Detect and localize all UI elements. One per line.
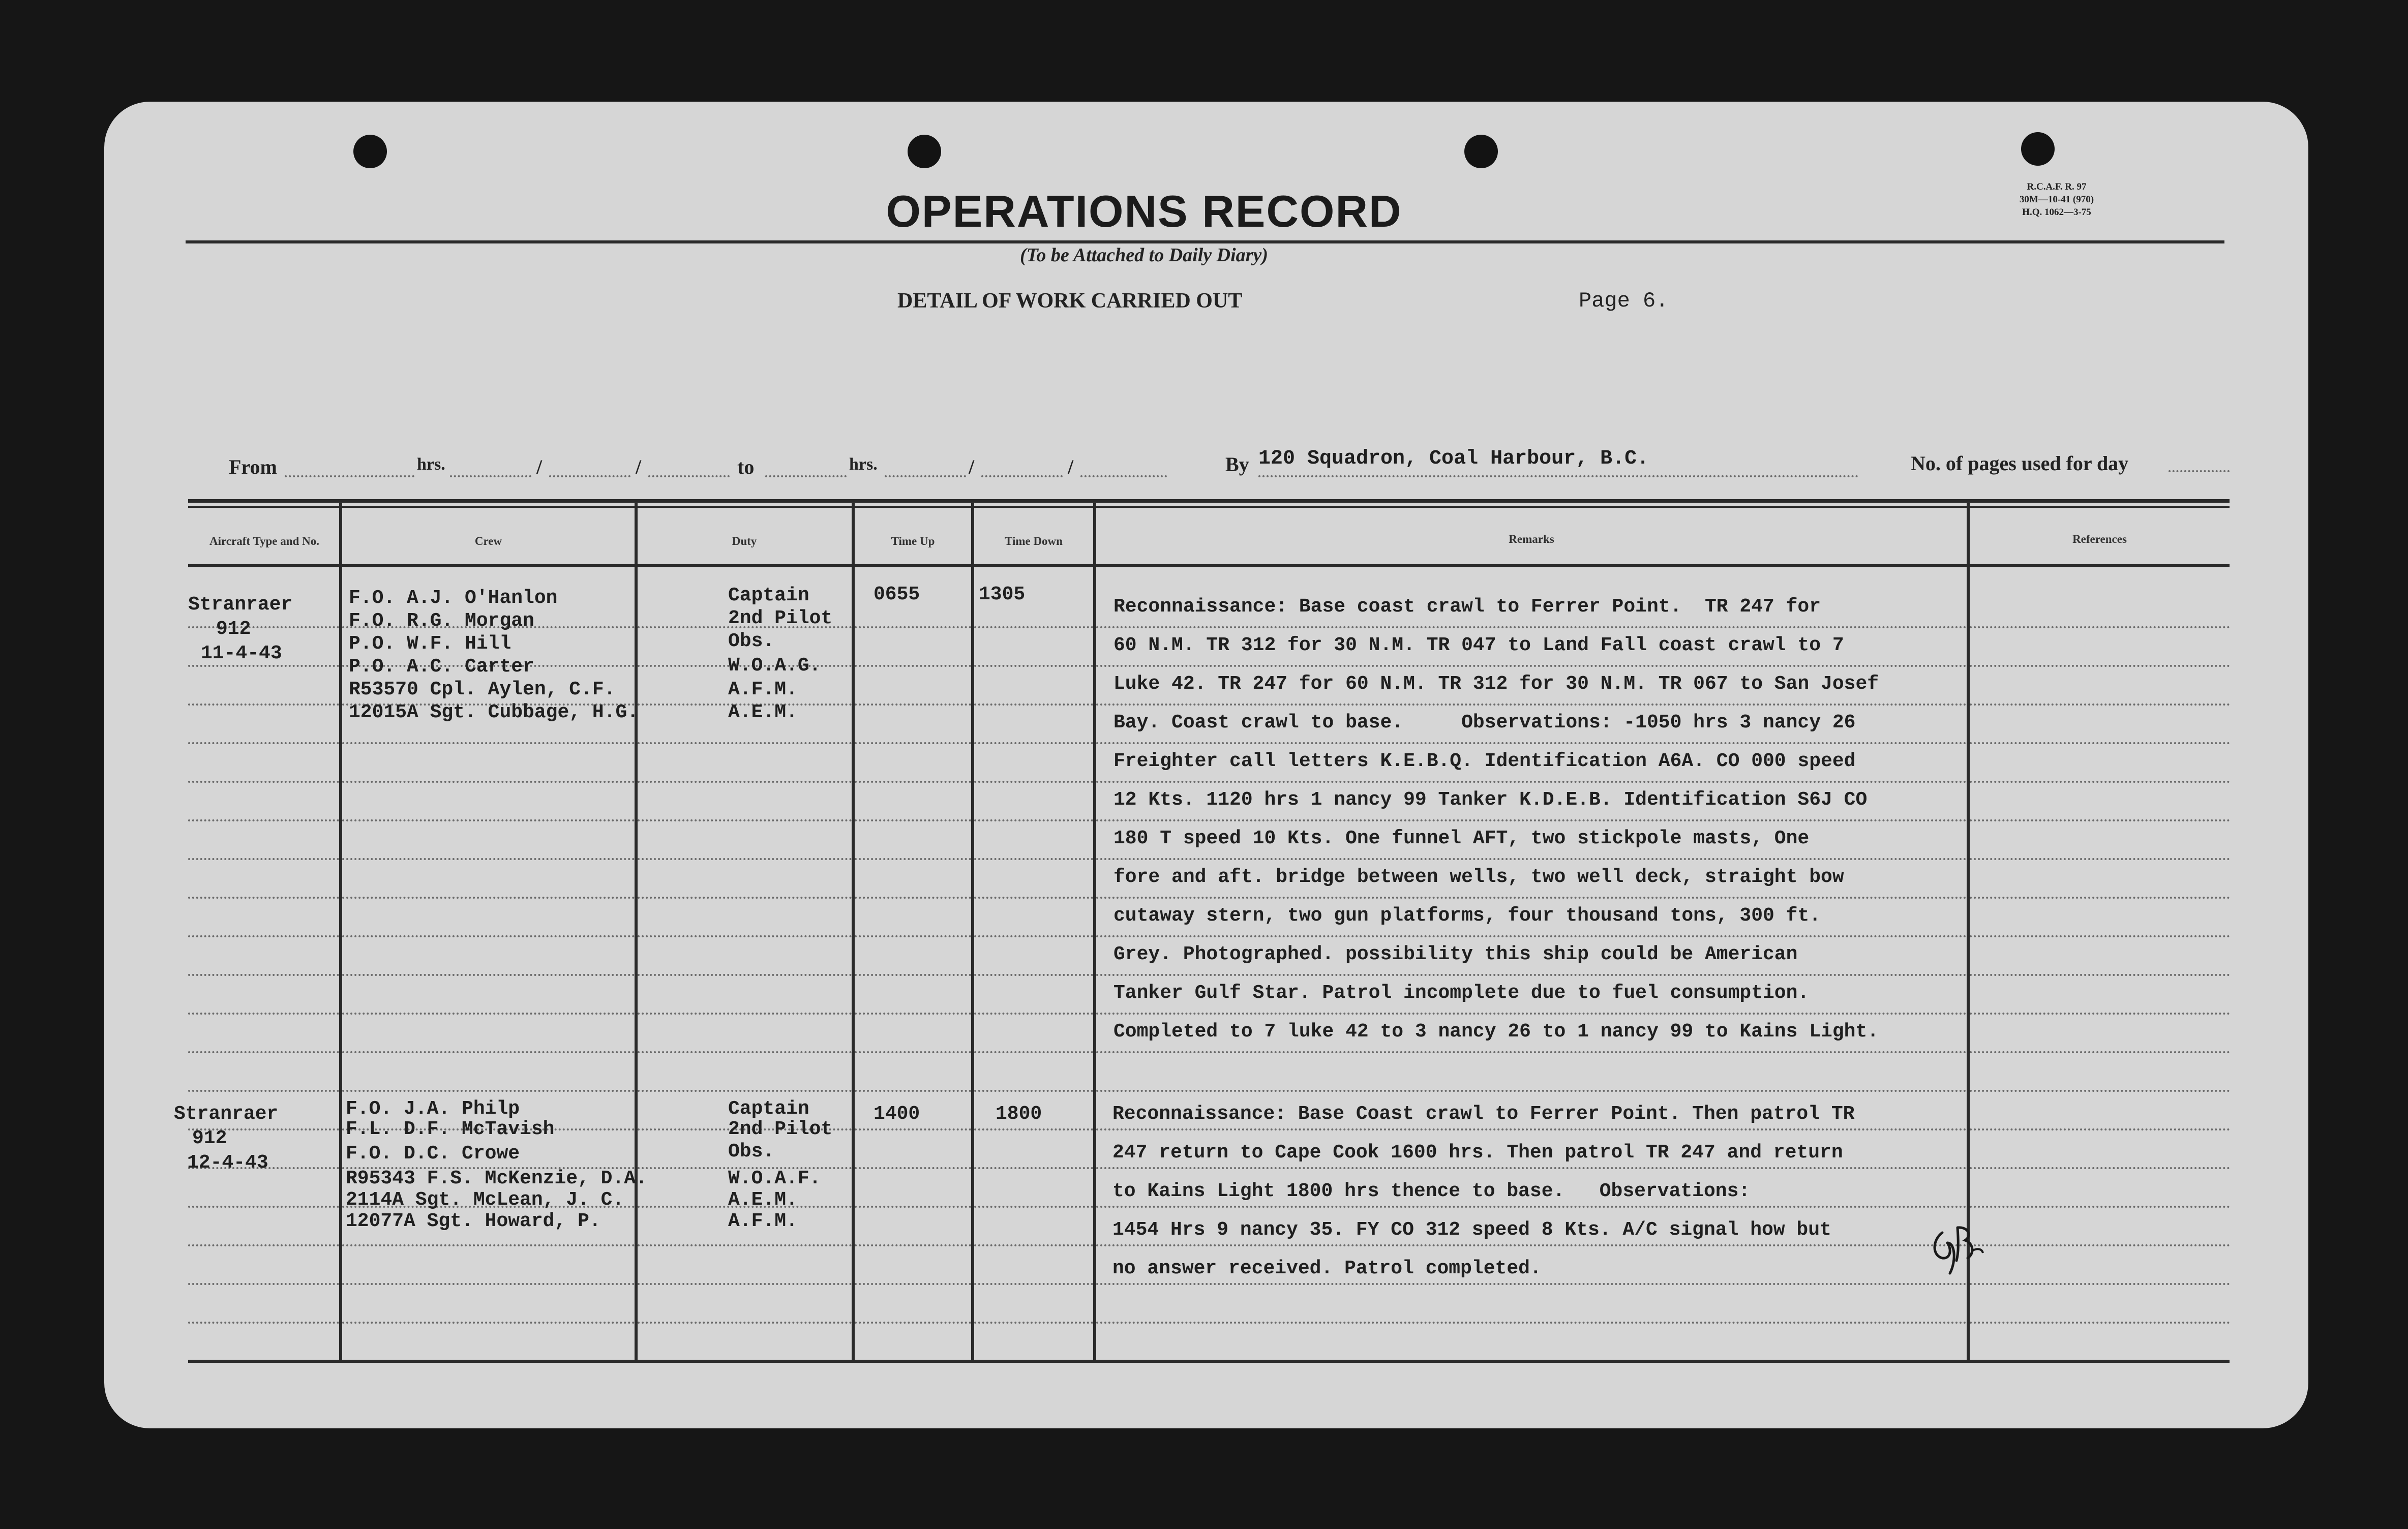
remarks-line: Completed to 7 luke 42 to 3 nancy 26 to 1 nancy 99 to Kains Light. xyxy=(1113,1021,1879,1043)
ruling-line xyxy=(1970,858,2230,860)
ruling-line xyxy=(855,781,971,783)
time-down: 1800 xyxy=(996,1103,1042,1125)
ruling-line xyxy=(974,974,1093,976)
remarks-line: cutaway stern, two gun platforms, four thousand tons, 300 ft. xyxy=(1113,905,1821,927)
remarks-line: Reconnaissance: Base Coast crawl to Ferrer Point. Then patrol TR xyxy=(1112,1103,1855,1125)
ruling-line xyxy=(342,1244,635,1246)
ruling-line xyxy=(188,819,339,821)
crew-member: P.O. A.C. Carter xyxy=(349,656,534,678)
column-divider xyxy=(971,503,974,1362)
remarks-line: Freighter call letters K.E.B.Q. Identification A6A. CO 000 speed xyxy=(1113,750,1856,772)
crew-member: F.L. D.F. McTavish xyxy=(346,1118,555,1140)
to-date-blank-2 xyxy=(1080,475,1167,477)
ruling-line xyxy=(638,1322,852,1324)
crew-member: P.O. W.F. Hill xyxy=(349,633,511,655)
ruling-line xyxy=(188,704,339,706)
col-header-time-down: Time Down xyxy=(1005,535,1063,547)
page-number: Page 6. xyxy=(1579,289,1669,313)
table-top-rule xyxy=(188,499,2230,503)
crew-duty: W.O.A.F. xyxy=(728,1168,821,1189)
ruling-line xyxy=(855,897,971,899)
ruling-line xyxy=(974,1206,1093,1208)
ruling-line xyxy=(188,1244,339,1246)
crew-duty: W.O.A.G. xyxy=(728,655,821,677)
slash-3: / xyxy=(969,455,975,478)
ruling-line xyxy=(638,1090,852,1092)
remarks-line: 12 Kts. 1120 hrs 1 nancy 99 Tanker K.D.E.B. Identification S6J CO xyxy=(1113,789,1868,811)
entry-date: 12-4-43 xyxy=(187,1152,268,1174)
remarks-line: 60 N.M. TR 312 for 30 N.M. TR 047 to Land Fall coast crawl to 7 xyxy=(1113,634,1844,656)
ruling-line xyxy=(974,665,1093,667)
ruling-line xyxy=(342,1283,635,1285)
ruling-line xyxy=(1096,1013,1967,1015)
ruling-line xyxy=(855,1128,971,1130)
ruling-line xyxy=(342,974,635,976)
ruling-line xyxy=(1970,626,2230,628)
ruling-line xyxy=(855,704,971,706)
ruling-line xyxy=(974,1128,1093,1130)
ruling-line xyxy=(855,1051,971,1053)
ruling-line xyxy=(974,1322,1093,1324)
ruling-line xyxy=(855,819,971,821)
remarks-line: Tanker Gulf Star. Patrol incomplete due to fuel consumption. xyxy=(1113,982,1810,1004)
signature-initials xyxy=(1927,1212,1988,1278)
crew-duty: A.F.M. xyxy=(728,679,798,700)
ruling-line xyxy=(342,1051,635,1053)
ruling-line xyxy=(1970,1128,2230,1130)
crew-member: 12077A Sgt. Howard, P. xyxy=(346,1210,601,1232)
crew-duty: Captain xyxy=(728,1098,809,1120)
punch-hole xyxy=(1464,135,1498,168)
crew-duty: A.E.M. xyxy=(728,701,798,723)
remarks-line: 247 return to Cape Cook 1600 hrs. Then patrol TR 247 and return xyxy=(1112,1142,1843,1164)
ruling-line xyxy=(1970,781,2230,783)
ruling-line xyxy=(638,935,852,937)
ruling-line xyxy=(974,742,1093,744)
crew-member: 2114A Sgt. McLean, J. C. xyxy=(346,1189,624,1211)
ruling-line xyxy=(1970,935,2230,937)
ruling-line xyxy=(855,742,971,744)
hrs-label: hrs. xyxy=(417,455,445,474)
ruling-line xyxy=(1970,742,2230,744)
ruling-line xyxy=(1096,781,1967,783)
ruling-line xyxy=(1970,1283,2230,1285)
ruling-line xyxy=(855,626,971,628)
col-header-duty: Duty xyxy=(732,535,757,547)
to-date-blank xyxy=(981,475,1063,477)
ruling-line xyxy=(1096,1051,1967,1053)
ruling-line xyxy=(342,1322,635,1324)
ruling-line xyxy=(1096,974,1967,976)
form-title: OPERATIONS RECORD xyxy=(886,186,1402,236)
ruling-line xyxy=(1970,1090,2230,1092)
ruling-line xyxy=(1970,1013,2230,1015)
from-hrs-blank xyxy=(450,475,531,477)
remarks-line: 1454 Hrs 9 nancy 35. FY CO 312 speed 8 Kts. A/C signal how but xyxy=(1112,1219,1831,1241)
crew-duty: 2nd Pilot xyxy=(728,607,833,629)
ruling-line xyxy=(188,897,339,899)
ruling-line xyxy=(342,1013,635,1015)
ruling-line xyxy=(638,742,852,744)
punch-hole xyxy=(353,135,387,168)
ruling-line xyxy=(974,1051,1093,1053)
top-rule xyxy=(186,240,2224,243)
ruling-line xyxy=(342,819,635,821)
ruling-line xyxy=(974,1244,1093,1246)
ruling-line xyxy=(1970,1206,2230,1208)
col-header-time-up: Time Up xyxy=(891,535,935,547)
by-value: 120 Squadron, Coal Harbour, B.C. xyxy=(1258,447,1649,470)
ruling-line xyxy=(1096,897,1967,899)
column-divider xyxy=(1093,503,1096,1362)
time-up: 0655 xyxy=(874,584,920,605)
by-label: By xyxy=(1225,453,1249,476)
ruling-line xyxy=(188,665,339,667)
crew-member: F.O. D.C. Crowe xyxy=(346,1143,520,1165)
col-header-aircraft: Aircraft Type and No. xyxy=(209,535,319,547)
from-label: From xyxy=(229,455,277,478)
ruling-line xyxy=(974,897,1093,899)
table-header-rule xyxy=(188,564,2230,567)
ruling-line xyxy=(855,1206,971,1208)
ruling-line xyxy=(638,858,852,860)
ruling-line xyxy=(188,1322,339,1324)
ruling-line xyxy=(974,935,1093,937)
ruling-line xyxy=(188,626,339,628)
ruling-line xyxy=(1096,1283,1967,1285)
ruling-line xyxy=(342,1090,635,1092)
slash-2: / xyxy=(636,455,642,478)
ruling-line xyxy=(1970,1244,2230,1246)
ruling-line xyxy=(638,974,852,976)
crew-duty: Captain xyxy=(728,585,809,606)
ruling-line xyxy=(342,858,635,860)
punch-hole xyxy=(908,135,941,168)
ruling-line xyxy=(974,704,1093,706)
remarks-line: 180 T speed 10 Kts. One funnel AFT, two stickpole masts, One xyxy=(1113,828,1810,849)
ruling-line xyxy=(855,665,971,667)
by-blank xyxy=(1258,475,1858,477)
crew-duty: A.E.M. xyxy=(728,1189,798,1211)
to-label: to xyxy=(737,455,755,478)
ruling-line xyxy=(1970,1167,2230,1169)
ruling-line xyxy=(1970,1051,2230,1053)
ruling-line xyxy=(188,1090,339,1092)
ruling-line xyxy=(855,974,971,976)
column-divider xyxy=(339,503,342,1362)
remarks-line: Grey. Photographed. possibility this ship could be American xyxy=(1113,943,1798,965)
ruling-line xyxy=(974,858,1093,860)
ruling-line xyxy=(188,781,339,783)
ruling-line xyxy=(1096,1090,1967,1092)
crew-member: 12015A Sgt. Cubbage, H.G. xyxy=(349,701,639,723)
crew-duty: Obs. xyxy=(728,630,775,652)
ruling-line xyxy=(1096,1206,1967,1208)
remarks-line: fore and aft. bridge between wells, two well deck, straight bow xyxy=(1113,866,1844,888)
to-blank xyxy=(765,475,847,477)
ruling-line xyxy=(1096,626,1967,628)
ruling-line xyxy=(1096,665,1967,667)
ruling-line xyxy=(1096,742,1967,744)
from-date-blank xyxy=(549,475,630,477)
ruling-line xyxy=(855,1013,971,1015)
column-divider xyxy=(852,503,855,1362)
aircraft-number: 912 xyxy=(216,618,251,640)
form-subtitle: (To be Attached to Daily Diary) xyxy=(1020,244,1268,266)
ruling-line xyxy=(1096,1128,1967,1130)
ruling-line xyxy=(342,897,635,899)
ruling-line xyxy=(974,1283,1093,1285)
ruling-line xyxy=(1096,819,1967,821)
ruling-line xyxy=(1970,1322,2230,1324)
ruling-line xyxy=(342,742,635,744)
table-bottom-rule xyxy=(188,1360,2230,1363)
ruling-line xyxy=(855,1244,971,1246)
ruling-line xyxy=(638,897,852,899)
ruling-line xyxy=(638,819,852,821)
col-header-remarks: Remarks xyxy=(1509,533,1554,545)
remarks-line: Bay. Coast crawl to base. Observations: -1050 hrs 3 nancy 26 xyxy=(1113,712,1856,733)
slash-4: / xyxy=(1068,455,1074,478)
crew-member: F.O. R.G. Morgan xyxy=(349,610,534,632)
ruling-line xyxy=(638,1283,852,1285)
ruling-line xyxy=(188,1206,339,1208)
ruling-line xyxy=(188,1283,339,1285)
entry-date: 11-4-43 xyxy=(201,643,282,664)
ruling-line xyxy=(855,1283,971,1285)
crew-member: R95343 F.S. McKenzie, D.A. xyxy=(346,1168,647,1189)
ruling-line xyxy=(1096,1244,1967,1246)
table-top-rule-2 xyxy=(188,506,2230,508)
from-blank xyxy=(285,475,414,477)
ruling-line xyxy=(188,1013,339,1015)
remarks-line: no answer received. Patrol completed. xyxy=(1112,1258,1542,1279)
ruling-line xyxy=(855,1167,971,1169)
form-reference: R.C.A.F. R. 97 30M—10-41 (970) H.Q. 1062—3-75 xyxy=(2019,181,2094,218)
ruling-line xyxy=(342,935,635,937)
ruling-line xyxy=(974,781,1093,783)
ruling-line xyxy=(1970,819,2230,821)
to-hrs-blank xyxy=(885,475,966,477)
ruling-line xyxy=(342,781,635,783)
remarks-line: Luke 42. TR 247 for 60 N.M. TR 312 for 30 N.M. TR 067 to San Josef xyxy=(1113,673,1879,695)
crew-duty: 2nd Pilot xyxy=(728,1118,833,1140)
ruling-line xyxy=(188,742,339,744)
ruling-line xyxy=(188,935,339,937)
ruling-line xyxy=(1096,704,1967,706)
time-down: 1305 xyxy=(979,584,1026,605)
detail-heading: DETAIL OF WORK CARRIED OUT xyxy=(897,289,1243,313)
ruling-line xyxy=(638,1013,852,1015)
aircraft-type: Stranraer xyxy=(174,1103,279,1125)
from-date-blank-2 xyxy=(648,475,730,477)
ruling-line xyxy=(638,1051,852,1053)
ruling-line xyxy=(855,858,971,860)
ruling-line xyxy=(855,935,971,937)
time-up: 1400 xyxy=(874,1103,920,1125)
crew-member: R53570 Cpl. Aylen, C.F. xyxy=(349,679,616,700)
ruling-line xyxy=(1970,704,2230,706)
ruling-line xyxy=(855,1322,971,1324)
ruling-line xyxy=(974,1090,1093,1092)
ruling-line xyxy=(974,1167,1093,1169)
ruling-line xyxy=(638,781,852,783)
remarks-line: Reconnaissance: Base coast crawl to Ferrer Point. TR 247 for xyxy=(1113,596,1821,618)
col-header-references: References xyxy=(2072,533,2127,545)
pages-used-label: No. of pages used for day xyxy=(1911,452,2129,475)
column-divider xyxy=(635,503,638,1362)
punch-hole xyxy=(2021,132,2055,166)
ruling-line xyxy=(1096,1167,1967,1169)
ruling-line xyxy=(1096,1322,1967,1324)
ruling-line xyxy=(188,858,339,860)
ruling-line xyxy=(188,1051,339,1053)
ruling-line xyxy=(638,1244,852,1246)
col-header-crew: Crew xyxy=(474,535,502,547)
ruling-line xyxy=(974,1013,1093,1015)
crew-duty: Obs. xyxy=(728,1141,775,1163)
slash-1: / xyxy=(536,455,543,478)
aircraft-number: 912 xyxy=(192,1127,227,1149)
ruling-line xyxy=(1096,935,1967,937)
to-hrs-label: hrs. xyxy=(849,455,878,474)
crew-duty: A.F.M. xyxy=(728,1210,798,1232)
ruling-line xyxy=(1970,897,2230,899)
ruling-line xyxy=(855,1090,971,1092)
aircraft-type: Stranraer xyxy=(188,594,293,616)
crew-member: F.O. A.J. O'Hanlon xyxy=(349,587,558,609)
ruling-line xyxy=(188,974,339,976)
ruling-line xyxy=(1970,665,2230,667)
pages-used-blank xyxy=(2169,470,2230,472)
ruling-line xyxy=(974,626,1093,628)
ruling-line xyxy=(1096,858,1967,860)
remarks-line: to Kains Light 1800 hrs thence to base. Observations: xyxy=(1112,1180,1751,1202)
ruling-line xyxy=(1970,974,2230,976)
crew-member: F.O. J.A. Philp xyxy=(346,1098,520,1120)
ruling-line xyxy=(974,819,1093,821)
